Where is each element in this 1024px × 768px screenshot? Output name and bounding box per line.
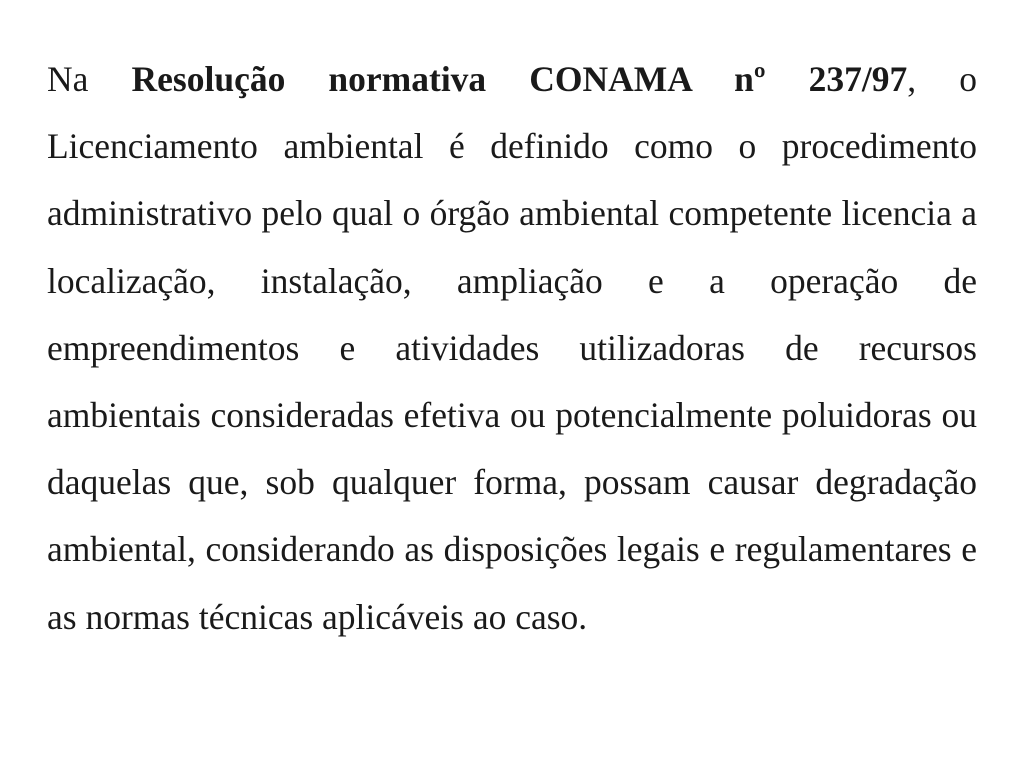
paragraph-body: , o Licenciamento ambiental é definido como o procedimento administrativo pelo qual o órgão ambiental competente licencia a localização, instalação, ampliação e a operação de empreendimentos e atividades utilizadoras de recursos ambientais consideradas efetiva ou potencialmente poluidoras ou daquelas que, sob qualquer forma, possam causar degradação ambiental, considerando as disposições legais e regulamentares e as normas técnicas aplicáveis ao caso.	[47, 59, 977, 637]
definition-paragraph	[47, 46, 977, 651]
paragraph-lead: Na	[47, 59, 132, 99]
slide-content	[47, 46, 977, 726]
resolution-reference: Resolução normativa CONAMA nº 237/97	[131, 59, 908, 99]
